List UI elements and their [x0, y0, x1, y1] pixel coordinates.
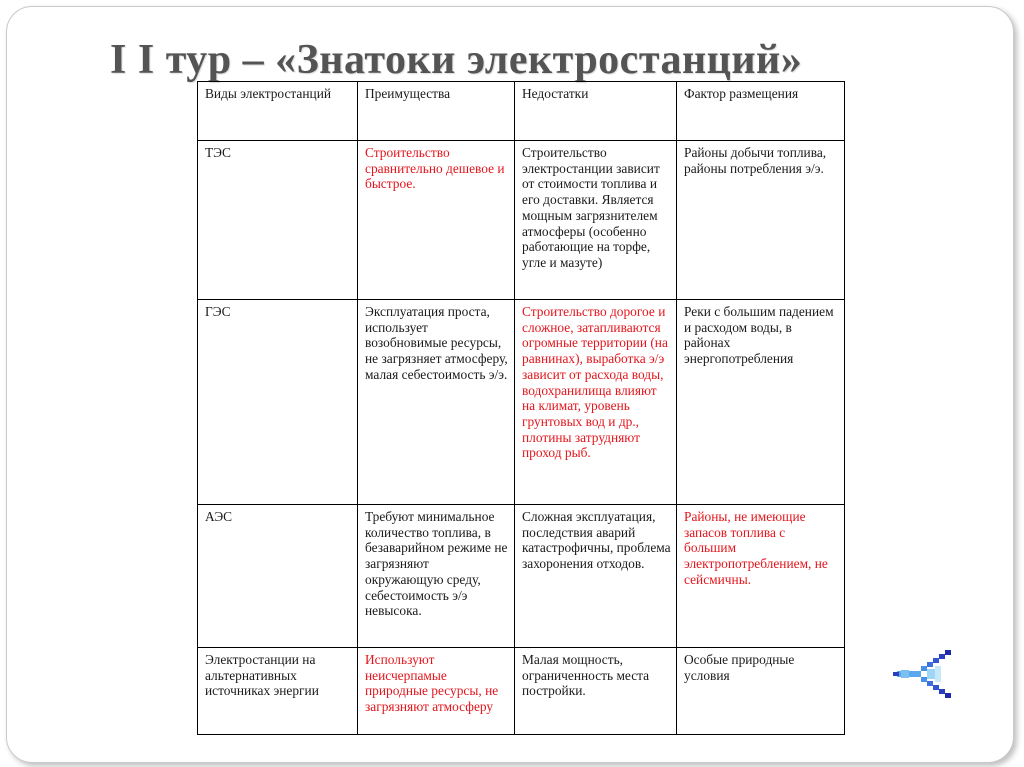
header-cell-disadvantages: Недостатки	[515, 82, 677, 141]
cell-advantages: Строительство сравнительно дешевое и быстрое.	[358, 141, 515, 300]
header-cell-type: Виды электростанций	[198, 82, 358, 141]
cell-type: ГЭС	[198, 300, 358, 505]
table-row	[198, 300, 845, 505]
cell-disadvantages: Строительство электростанции зависит от стоимости топлива и его доставки. Является мощным загрязнителем атмосферы (особенно работающие на торфе, угле и мазуте)	[515, 141, 677, 300]
cell-advantages: Требуют минимальное количество топлива, в безаварийном режиме не загрязняют окружающую среду, себестоимость э/э невысока.	[358, 505, 515, 648]
cell-location-factor: Реки с большим падением и расходом воды, в районах энергопотребления	[677, 300, 845, 505]
table-row	[198, 505, 845, 648]
cell-type: ТЭС	[198, 141, 358, 300]
cell-type: Электростанции на альтернативных источниках энергии	[198, 648, 358, 735]
header-cell-advantages: Преимущества	[358, 82, 515, 141]
cell-advantages: Используют неисчерпамые природные ресурсы, не загрязняют атмосферу	[358, 648, 515, 735]
cell-disadvantages: Сложная эксплуатация, последствия аварий катастрофичны, проблема захоронения отходов.	[515, 505, 677, 648]
table-header-row	[198, 82, 845, 141]
power-stations-table	[197, 81, 845, 735]
table-row	[198, 648, 845, 735]
slide-title: I I тур – «Знатоки электростанций»	[110, 37, 803, 83]
back-arrow-icon[interactable]	[893, 650, 955, 698]
cell-disadvantages: Малая мощность, ограниченность места постройки.	[515, 648, 677, 735]
cell-location-factor: Особые природные условия	[677, 648, 845, 735]
header-cell-location-factor: Фактор размещения	[677, 82, 845, 141]
cell-location-factor: Районы, не имеющие запасов топлива с большим электропотреблением, не сейсмичны.	[677, 505, 845, 648]
cell-advantages: Эксплуатация проста, использует возобновимые ресурсы, не загрязняет атмосферу, малая себестоимость э/э.	[358, 300, 515, 505]
cell-location-factor: Районы добычи топлива, районы потребления э/э.	[677, 141, 845, 300]
table-row	[198, 141, 845, 300]
cell-type: АЭС	[198, 505, 358, 648]
cell-disadvantages: Строительство дорогое и сложное, затапливаются огромные территории (на равнинах), выработка э/э зависит от расхода воды, водохранилища влияют на климат, уровень грунтовых вод и др., плотины затрудняют проход рыб.	[515, 300, 677, 505]
